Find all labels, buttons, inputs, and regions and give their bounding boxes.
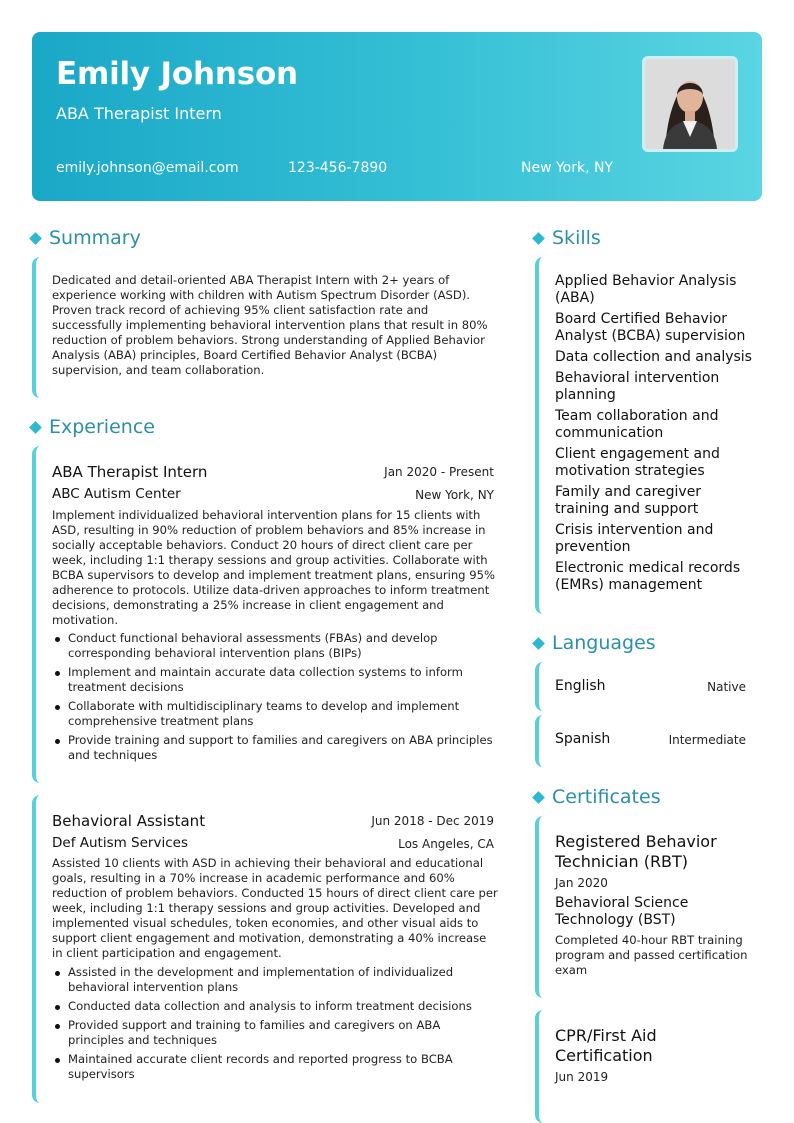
job-location: New York, NY <box>415 488 494 502</box>
skills-card <box>535 257 752 614</box>
languages-heading: Languages <box>531 632 656 654</box>
list-item: Conduct functional behavioral assessments (FBAs) and develop corresponding behavioral intervention plans (BIPs) <box>52 631 498 661</box>
job-dates: Jun 2018 - Dec 2019 <box>371 814 494 828</box>
job-title: ABA Therapist Intern <box>52 463 208 481</box>
list-item: Behavioral intervention planning <box>555 370 720 403</box>
candidate-name: Emily Johnson <box>56 56 298 92</box>
job-location: Los Angeles, CA <box>398 837 494 851</box>
skills-heading: Skills <box>531 227 601 249</box>
job-company: ABC Autism Center <box>52 486 181 502</box>
job-description: Assisted 10 clients with ASD in achieving their behavioral and educational goals, resulting in a 70% increase in academic performance and 60% reduction of problem behaviors. Conducted 15 hours of direct client care per week, including 1:1 therapy sessions and group activities. Developed and implemented visual schedules, token economies, and other visual aids to support client engagement and motivation, demonstrating a 40% increase in client participation and engagement. <box>52 856 498 960</box>
list-item: Data collection and analysis <box>555 349 752 365</box>
skills-list <box>555 273 755 598</box>
contact-email[interactable]: emily.johnson@email.com <box>56 160 239 176</box>
summary-card <box>32 257 494 398</box>
certificate-date: Jan 2020 <box>555 876 608 890</box>
job-title: Behavioral Assistant <box>52 812 206 830</box>
certificate-title: Registered Behavior Technician (RBT) <box>555 832 717 871</box>
list-item: Maintained accurate client records and reported progress to BCBA supervisors <box>52 1052 498 1082</box>
experience-card-1 <box>32 446 494 783</box>
certificate-description: Completed 40-hour RBT training program and passed certification exam <box>555 933 748 977</box>
job-company: Def Autism Services <box>52 835 188 851</box>
job-dates: Jan 2020 - Present <box>384 465 494 479</box>
list-item: Provided support and training to families and caregivers on ABA principles and techniques <box>52 1018 498 1048</box>
language-level: Native <box>707 680 746 694</box>
certificate-subtitle: Behavioral Science Technology (BST) <box>555 895 689 928</box>
language-card-1 <box>535 662 746 711</box>
language-name: Spanish <box>555 731 611 747</box>
diamond-bullet-icon <box>29 232 42 245</box>
list-item: Implement and maintain accurate data collection systems to inform treatment decisions <box>52 665 498 695</box>
diamond-bullet-icon <box>532 232 545 245</box>
candidate-role: ABA Therapist Intern <box>56 104 222 123</box>
list-item: Family and caregiver training and support <box>555 484 702 517</box>
list-item: Electronic medical records (EMRs) management <box>555 560 741 593</box>
experience-card-2 <box>32 795 498 1103</box>
language-card-2 <box>535 715 746 767</box>
job-bullet-list <box>52 965 498 1086</box>
summary-heading: Summary <box>28 227 141 249</box>
language-name: English <box>555 678 606 694</box>
certificate-card-2 <box>535 1010 746 1123</box>
resume-header <box>32 32 762 201</box>
list-item: Board Certified Behavior Analyst (BCBA) supervision <box>555 311 746 344</box>
list-item: Team collaboration and communication <box>555 408 719 441</box>
language-level: Intermediate <box>668 733 746 747</box>
list-item: Crisis intervention and prevention <box>555 522 714 555</box>
list-item: Client engagement and motivation strategies <box>555 446 720 479</box>
list-item: Collaborate with multidisciplinary teams to develop and implement comprehensive treatment plans <box>52 699 498 729</box>
list-item: Provide training and support to families and caregivers on ABA principles and techniques <box>52 733 498 763</box>
certificate-title: CPR/First Aid Certification <box>555 1026 657 1065</box>
summary-text: Dedicated and detail-oriented ABA Therapist Intern with 2+ years of experience working with children with Autism Spectrum Disorder (ASD). Proven track record of achieving 95% client satisfaction rate and successfully implementing behavioral intervention plans that result in 80% reduction of problem behaviors. Strong understanding of Applied Behavior Analysis (ABA) principles, Board Certified Behavior Analyst (BCBA) supervision, and team collaboration. <box>52 273 488 377</box>
diamond-bullet-icon <box>29 421 42 434</box>
job-bullet-list <box>52 631 498 767</box>
certificate-date: Jun 2019 <box>555 1070 609 1084</box>
certificate-card-1 <box>535 816 746 998</box>
diamond-bullet-icon <box>532 791 545 804</box>
list-item: Assisted in the development and implementation of individualized behavioral intervention plans <box>52 965 498 995</box>
experience-heading: Experience <box>28 416 155 438</box>
list-item: Conducted data collection and analysis to inform treatment decisions <box>52 999 498 1014</box>
certificates-heading: Certificates <box>531 786 661 808</box>
job-description: Implement individualized behavioral intervention plans for 15 clients with ASD, resulting in 90% reduction of problem behaviors and 85% increase in socially acceptable behaviors. Conduct 20 hours of direct client care per week, including 1:1 therapy sessions and group activities. Collaborate with BCBA supervisors to develop and implement treatment plans, ensuring 95% adherence to protocols. Utilize data-driven approaches to inform treatment decisions, demonstrating a 25% increase in client engagement and motivation. <box>52 508 495 627</box>
contact-location: New York, NY <box>521 160 614 176</box>
contact-phone: 123-456-7890 <box>288 160 388 176</box>
list-item: Applied Behavior Analysis (ABA) <box>555 273 737 306</box>
profile-photo-icon <box>645 59 735 149</box>
diamond-bullet-icon <box>532 637 545 650</box>
profile-photo <box>642 56 738 152</box>
